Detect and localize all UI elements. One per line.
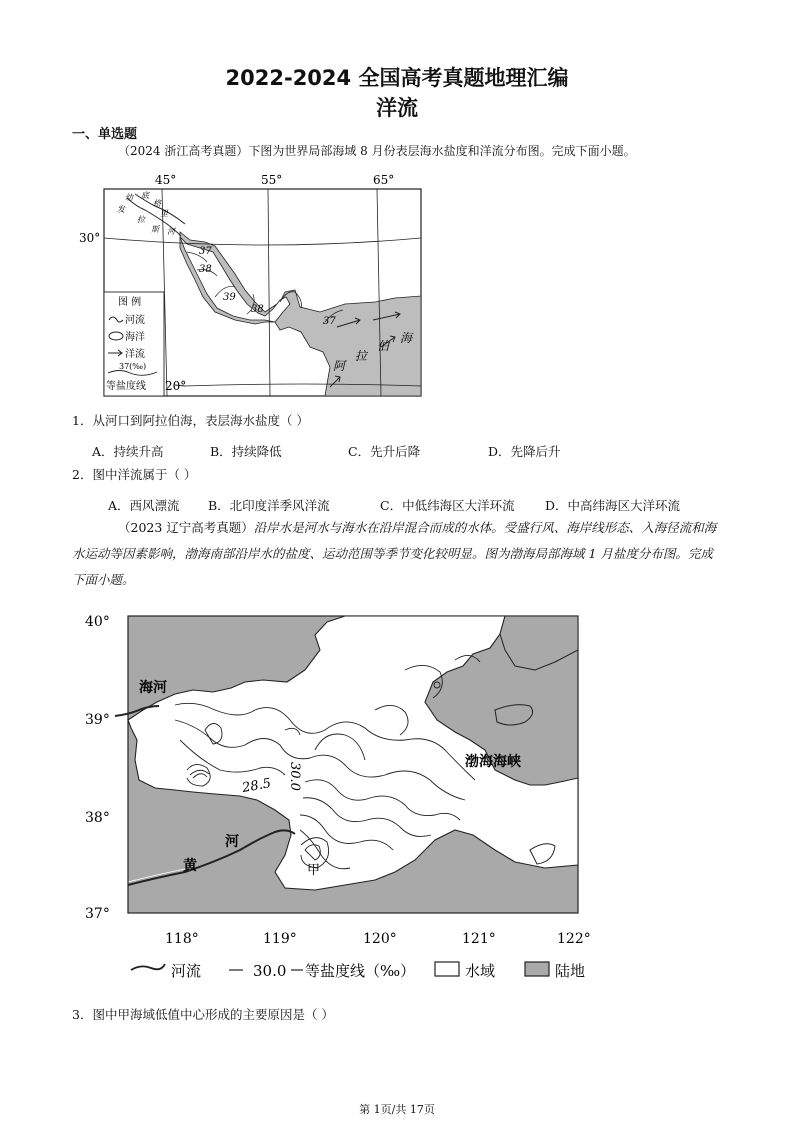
sea-label: 海 bbox=[400, 331, 413, 345]
lat-label: 20° bbox=[165, 379, 187, 393]
legend-item: 等盐度线（‰） bbox=[305, 962, 416, 980]
lon-label: 118° bbox=[165, 931, 199, 947]
river-label: 发 bbox=[117, 205, 125, 214]
contour-label: 28.5 bbox=[241, 776, 273, 796]
lon-label: 45° bbox=[155, 173, 177, 187]
isohaline-label: 38 bbox=[251, 304, 264, 315]
contour-label: 30.0 bbox=[287, 762, 302, 791]
ocean-icon bbox=[109, 332, 123, 340]
river-label: 格 bbox=[153, 199, 161, 208]
intro2-text: 沿岸水是河水与海水在沿岸混合而成的水体。受盛行风、海岸线形态、入海径流和海水运动等因素影响，渤海南部沿岸水的盐度、运动范围等季节变化较明显。图为渤海局部海域 1 月盐度分布图。完成下面小题。 bbox=[72, 520, 717, 587]
lon-label: 121° bbox=[462, 931, 496, 947]
legend-item: 海洋 bbox=[125, 332, 145, 343]
question-1-stem: 1．从河口到阿拉伯海，表层海水盐度（ ） bbox=[72, 413, 309, 428]
lat-label: 40° bbox=[85, 614, 110, 630]
legend-item: 洋流 bbox=[125, 349, 145, 360]
q2-option-d[interactable]: D．中高纬海区大洋环流 bbox=[545, 498, 681, 513]
river-label: 河 bbox=[167, 227, 175, 236]
bohai-salinity-map bbox=[75, 610, 605, 995]
q1-option-d[interactable]: D．先降后升 bbox=[488, 444, 561, 459]
lat-label: 38° bbox=[85, 810, 110, 826]
lat-label: 39° bbox=[85, 712, 110, 728]
river-icon bbox=[131, 964, 165, 970]
lat-label: 37° bbox=[85, 906, 110, 922]
legend-item: 水域 bbox=[465, 962, 496, 980]
lat-label: 30° bbox=[79, 231, 101, 245]
river-label: 幼 bbox=[125, 193, 133, 202]
legend-title: 图 例 bbox=[118, 297, 142, 308]
isohaline-label: 39 bbox=[223, 292, 236, 303]
isohaline-label: 38 bbox=[199, 264, 212, 275]
lon-label: 122° bbox=[557, 931, 591, 947]
q2-option-c[interactable]: C．中低纬海区大洋环流 bbox=[380, 498, 515, 513]
water-swatch bbox=[435, 962, 459, 976]
legend-item: 陆地 bbox=[555, 962, 586, 980]
legend-item: 30.0 bbox=[253, 962, 287, 980]
river-label: 拉 bbox=[137, 215, 145, 224]
lon-label: 55° bbox=[261, 173, 283, 187]
sea-label: 伯 bbox=[377, 339, 390, 353]
lon-label: 120° bbox=[363, 931, 397, 947]
lon-label: 65° bbox=[373, 173, 395, 187]
q1-option-c[interactable]: C．先升后降 bbox=[348, 444, 421, 459]
legend-item: 等盐度线 bbox=[106, 381, 146, 392]
river-label: 斯 bbox=[151, 225, 159, 234]
lon-label: 119° bbox=[263, 931, 297, 947]
legend-item: 河流 bbox=[171, 962, 202, 980]
question-2-stem: 2．图中洋流属于（ ） bbox=[72, 467, 197, 482]
river-label: 里 bbox=[160, 209, 168, 218]
place-label-jia: 甲 bbox=[307, 863, 321, 878]
q1-option-a[interactable]: A．持续升高 bbox=[92, 444, 164, 459]
place-label-strait: 渤海海峡 bbox=[465, 754, 521, 770]
q2-option-b[interactable]: B．北印度洋季风洋流 bbox=[208, 498, 330, 513]
map1-legend bbox=[104, 292, 164, 396]
intro2-source: （2023 辽宁高考真题） bbox=[118, 520, 254, 535]
legend-item: 河流 bbox=[125, 315, 145, 326]
question-intro-2 bbox=[72, 515, 722, 593]
place-label-haihe: 海河 bbox=[139, 680, 167, 696]
isohaline-label: 37 bbox=[323, 316, 336, 327]
page-subtitle: 洋流 bbox=[376, 96, 418, 120]
map2-legend bbox=[131, 962, 585, 980]
question-3-stem: 3．图中甲海域低值中心形成的主要原因是（ ） bbox=[72, 1007, 334, 1022]
river-label: 底 bbox=[141, 191, 149, 200]
sea-label: 拉 bbox=[355, 349, 368, 363]
place-label-huang: 黄 bbox=[183, 858, 197, 874]
q2-option-a[interactable]: A．西风漂流 bbox=[108, 498, 180, 513]
page-footer: 第 1页/共 17页 bbox=[359, 1103, 435, 1116]
section-heading: 一、单选题 bbox=[72, 127, 138, 142]
legend-item: 37(‰) bbox=[119, 362, 147, 371]
sea-label: 阿 bbox=[333, 359, 346, 373]
place-label-he: 河 bbox=[225, 834, 239, 850]
q1-option-b[interactable]: B．持续降低 bbox=[210, 444, 282, 459]
question-intro-1: （2024 浙江高考真题）下图为世界局部海域 8 月份表层海水盐度和洋流分布图。完成下面小题。 bbox=[118, 144, 636, 158]
page-title: 2022-2024 全国高考真题地理汇编 bbox=[225, 66, 569, 90]
isohaline-label: 37 bbox=[199, 246, 212, 257]
persian-gulf-salinity-map bbox=[75, 172, 425, 404]
land-swatch bbox=[525, 962, 549, 976]
